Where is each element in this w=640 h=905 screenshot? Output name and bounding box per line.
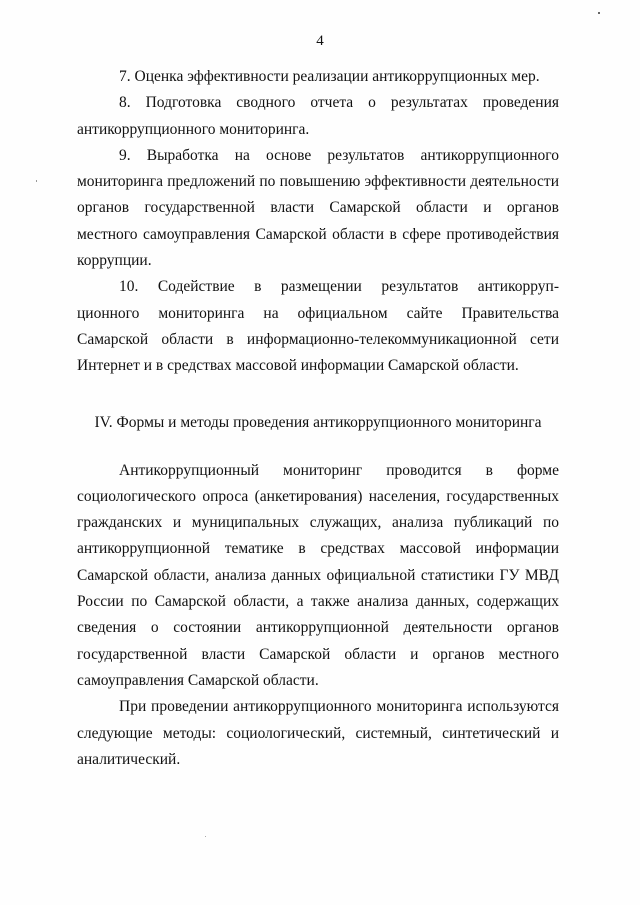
body-paragraph-1-line-5: Самарской области, анализа данных официальной статистики ГУ МВД: [77, 566, 559, 584]
body-paragraph-1-line-2: социологического опроса (анкетирования) населения, государственных: [77, 487, 559, 505]
list-item-8-line-2: антикоррупционного мониторинга.: [77, 120, 310, 138]
section-heading: IV. Формы и методы проведения антикоррупционного мониторинга: [94, 413, 542, 431]
list-item-9-line-1: 9. Выработка на основе результатов антикоррупционного: [119, 146, 559, 164]
list-item-9-line-5: коррупции.: [77, 252, 152, 270]
body-paragraph-1-line-3: гражданских и муниципальных служащих, анализа публикаций по: [77, 514, 559, 532]
body-paragraph-2-line-2: следующие методы: социологический, системный, синтетический и: [77, 724, 559, 742]
body-paragraph-1-line-4: антикоррупционной тематике в средствах массовой информации: [77, 540, 559, 558]
page-content: [77, 64, 559, 773]
body-paragraph-2-line-1: При проведении антикоррупционного мониторинга используются: [119, 698, 559, 716]
list-item-8-line-1: 8. Подготовка сводного отчета о результатах проведения: [119, 94, 559, 112]
list-item-8: [77, 90, 559, 143]
body-paragraph-1-line-1: Антикоррупционный мониторинг проводится в форме: [119, 461, 559, 479]
list-item-7-line-1: 7. Оценка эффективности реализации антикоррупционных мер.: [119, 68, 540, 85]
list-item-9-line-4: местного самоуправления Самарской области в сфере противодействия: [77, 225, 559, 243]
body-paragraph-2-line-3: аналитический.: [77, 750, 181, 768]
list-item-10: [77, 274, 559, 379]
list-item-10-line-2: ционного мониторинга на официальном сайте Правительства: [77, 304, 559, 322]
list-item-10-line-1: 10. Содействие в размещении результатов антикорруп-: [119, 278, 559, 296]
list-item-9: [77, 143, 559, 274]
body-paragraph-1-line-9: самоуправления Самарской области.: [77, 671, 319, 689]
scan-speck: [36, 180, 37, 182]
body-paragraph-2: [77, 694, 559, 773]
list-item-10-line-3: Самарской области в информационно-телекоммуникационной сети: [77, 330, 559, 348]
scan-speck: [598, 12, 600, 14]
body-paragraph-1-line-8: государственной власти Самарской области и органов местного: [77, 645, 559, 663]
body-paragraph-1: [77, 458, 559, 695]
list-item-10-line-4: Интернет и в средствах массовой информации Самарской области.: [77, 357, 519, 375]
list-item-9-line-2: мониторинга предложений по повышению эффективности деятельности: [77, 173, 559, 191]
scan-speck: [205, 836, 206, 837]
list-item-7: [77, 64, 559, 90]
body-paragraph-1-line-7: сведения о состоянии антикоррупционной деятельности органов: [77, 619, 559, 637]
list-item-9-line-3: органов государственной власти Самарской области и органов: [77, 199, 559, 217]
body-paragraph-1-line-6: России по Самарской области, а также анализа данных, содержащих: [77, 593, 559, 611]
page-number: 4: [316, 33, 324, 49]
